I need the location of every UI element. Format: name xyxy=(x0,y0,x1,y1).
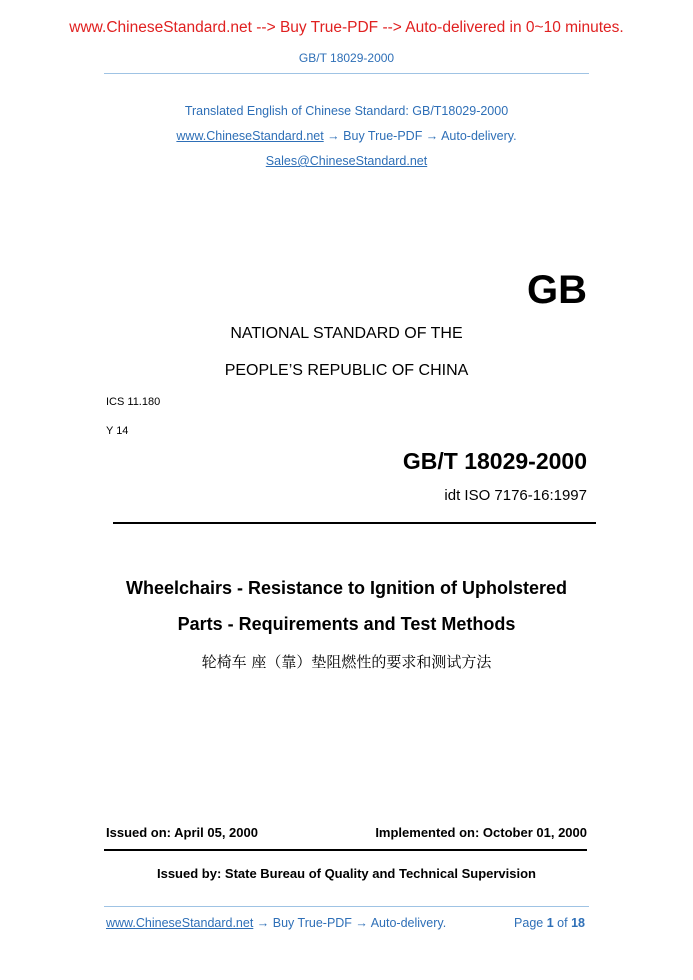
issue-rule xyxy=(104,849,587,851)
ics-code: ICS 11.180 xyxy=(106,396,161,408)
implemented-on: Implemented on: October 01, 2000 xyxy=(375,825,587,840)
title-rule xyxy=(113,522,596,524)
page-label: Page xyxy=(514,916,544,930)
of-label: of xyxy=(557,916,568,930)
page-counter xyxy=(514,916,585,930)
sales-email-link[interactable]: Sales@ChineseStandard.net xyxy=(265,154,428,168)
issued-by: Issued by: State Bureau of Quality and Technical Supervision xyxy=(156,866,536,881)
footer-buy-text: → Buy True-PDF → Auto-delivery. xyxy=(253,916,447,930)
standard-number: GB/T 18029-2000 xyxy=(402,448,587,474)
title-line-1: Wheelchairs - Resistance to Ignition of Upholstered xyxy=(125,578,568,598)
title-line-2: Parts - Requirements and Test Methods xyxy=(177,614,516,634)
page-total: 18 xyxy=(571,916,585,930)
national-line-2: PEOPLE’S REPUBLIC OF CHINA xyxy=(224,362,469,379)
site-link[interactable]: www.ChineseStandard.net xyxy=(176,129,324,143)
header-rule xyxy=(104,73,589,74)
title-chinese: 轮椅车 座（靠）垫阻燃性的要求和测试方法 xyxy=(201,653,492,671)
translation-note: Translated English of Chinese Standard: GB/T18029-2000 xyxy=(184,104,509,118)
sales-line xyxy=(0,154,693,168)
issued-on: Issued on: April 05, 2000 xyxy=(106,825,258,840)
buy-line xyxy=(0,129,693,143)
footer-buy-line xyxy=(106,916,446,930)
running-header: GB/T 18029-2000 xyxy=(298,51,395,65)
national-line-1: NATIONAL STANDARD OF THE xyxy=(230,325,463,342)
idt-reference: idt ISO 7176-16:1997 xyxy=(444,487,587,504)
page-number: 1 xyxy=(546,916,554,930)
footer-rule xyxy=(104,906,589,907)
buy-text: → Buy True-PDF → Auto-delivery. xyxy=(323,129,517,143)
footer-site-link[interactable]: www.ChineseStandard.net xyxy=(106,916,254,930)
gb-mark: GB xyxy=(527,268,587,312)
ccs-code: Y 14 xyxy=(106,425,129,437)
top-banner[interactable]: www.ChineseStandard.net --> Buy True-PDF --> Auto-delivered in 0~10 minutes. xyxy=(69,19,624,36)
